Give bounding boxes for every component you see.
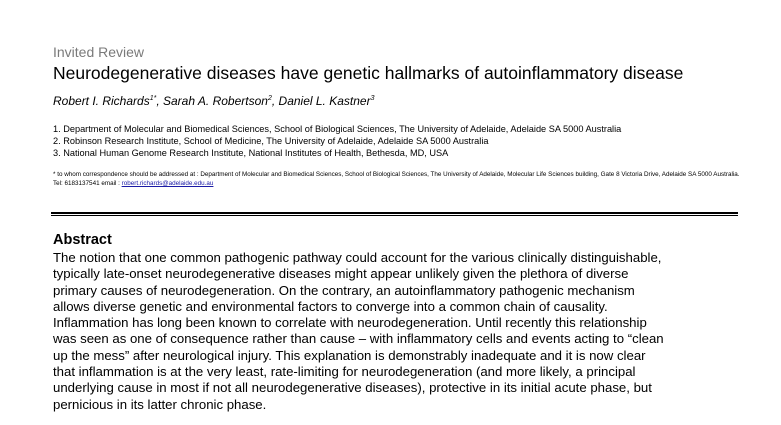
abstract-line: that inflammation is at the very least, rate-limiting for neurodegeneration (and more likely, a principal	[53, 364, 636, 380]
affiliation-1: 1. Department of Molecular and Biomedical Sciences, School of Biological Sciences, The University of Adelaide, Adelaide SA 5000 Australia	[53, 124, 622, 134]
abstract-line: Inflammation has long been known to correlate with neurodegeneration. Until recently this relationship	[53, 315, 647, 331]
abstract-line: underlying cause in most if not all neurodegenerative diseases), protective in its initial acute phase, but	[53, 380, 652, 396]
abstract-line: typically late-onset neurodegenerative diseases might appear unlikely given the plethora of diverse	[53, 266, 629, 282]
author-separator: ,	[156, 94, 163, 108]
affiliation-3: 3. National Human Genome Research Institute, National Institutes of Health, Bethesda, MD, USA	[53, 148, 449, 158]
author-affiliation-marker: 2	[267, 95, 272, 102]
abstract-line: pernicious in its latter chronic phase.	[53, 396, 267, 412]
author-list	[53, 94, 375, 108]
author-name: Sarah A. Robertson	[163, 94, 268, 108]
author-name: Robert I. Richards	[53, 94, 150, 108]
affiliation-2: 2. Robinson Research Institute, School of Medicine, The University of Adelaide, Adelaide SA 5000 Australia	[53, 136, 489, 146]
author-separator: ,	[271, 94, 279, 108]
abstract-body	[53, 250, 773, 413]
abstract-line: allows diverse genetic and environmental factors to converge into a common chain of causality.	[53, 298, 608, 314]
author-affiliation-marker: 1*	[149, 95, 157, 102]
abstract-line: primary causes of neurodegeneration. On the contrary, an autoinflammatory pathogenic mechanism	[53, 282, 635, 298]
abstract-line: The notion that one common pathogenic pathway could account for the various clinically distinguishable,	[53, 250, 662, 265]
author-name: Daniel L. Kastner	[278, 94, 371, 108]
abstract-line: up the mess” after neurological injury. This explanation is demonstrably inadequate and it is now clear	[53, 347, 646, 363]
author-affiliation-marker: 3	[370, 95, 375, 102]
article-category: Invited Review	[53, 44, 145, 60]
section-divider	[51, 212, 738, 216]
correspondence-note	[53, 170, 743, 188]
article-title: Neurodegenerative diseases have genetic hallmarks of autoinflammatory disease	[53, 63, 684, 83]
abstract-heading: Abstract	[53, 232, 112, 248]
abstract-line: was seen as one of consequence rather than cause – with inflammatory cells and events acting to “clean	[53, 331, 664, 347]
correspondence-text: * to whom correspondence should be addressed at : Department of Molecular and Biomedical Sciences, School of Biological Sciences, The University of Adelaide, Molecular Life Sciences building, Gate 8 Victoria Drive, Adelaide SA 5000 Australia. Tel: 6183137541 email :	[53, 171, 740, 187]
correspondence-email-link[interactable]: robert.richards@adelaide.edu.au	[121, 180, 214, 187]
